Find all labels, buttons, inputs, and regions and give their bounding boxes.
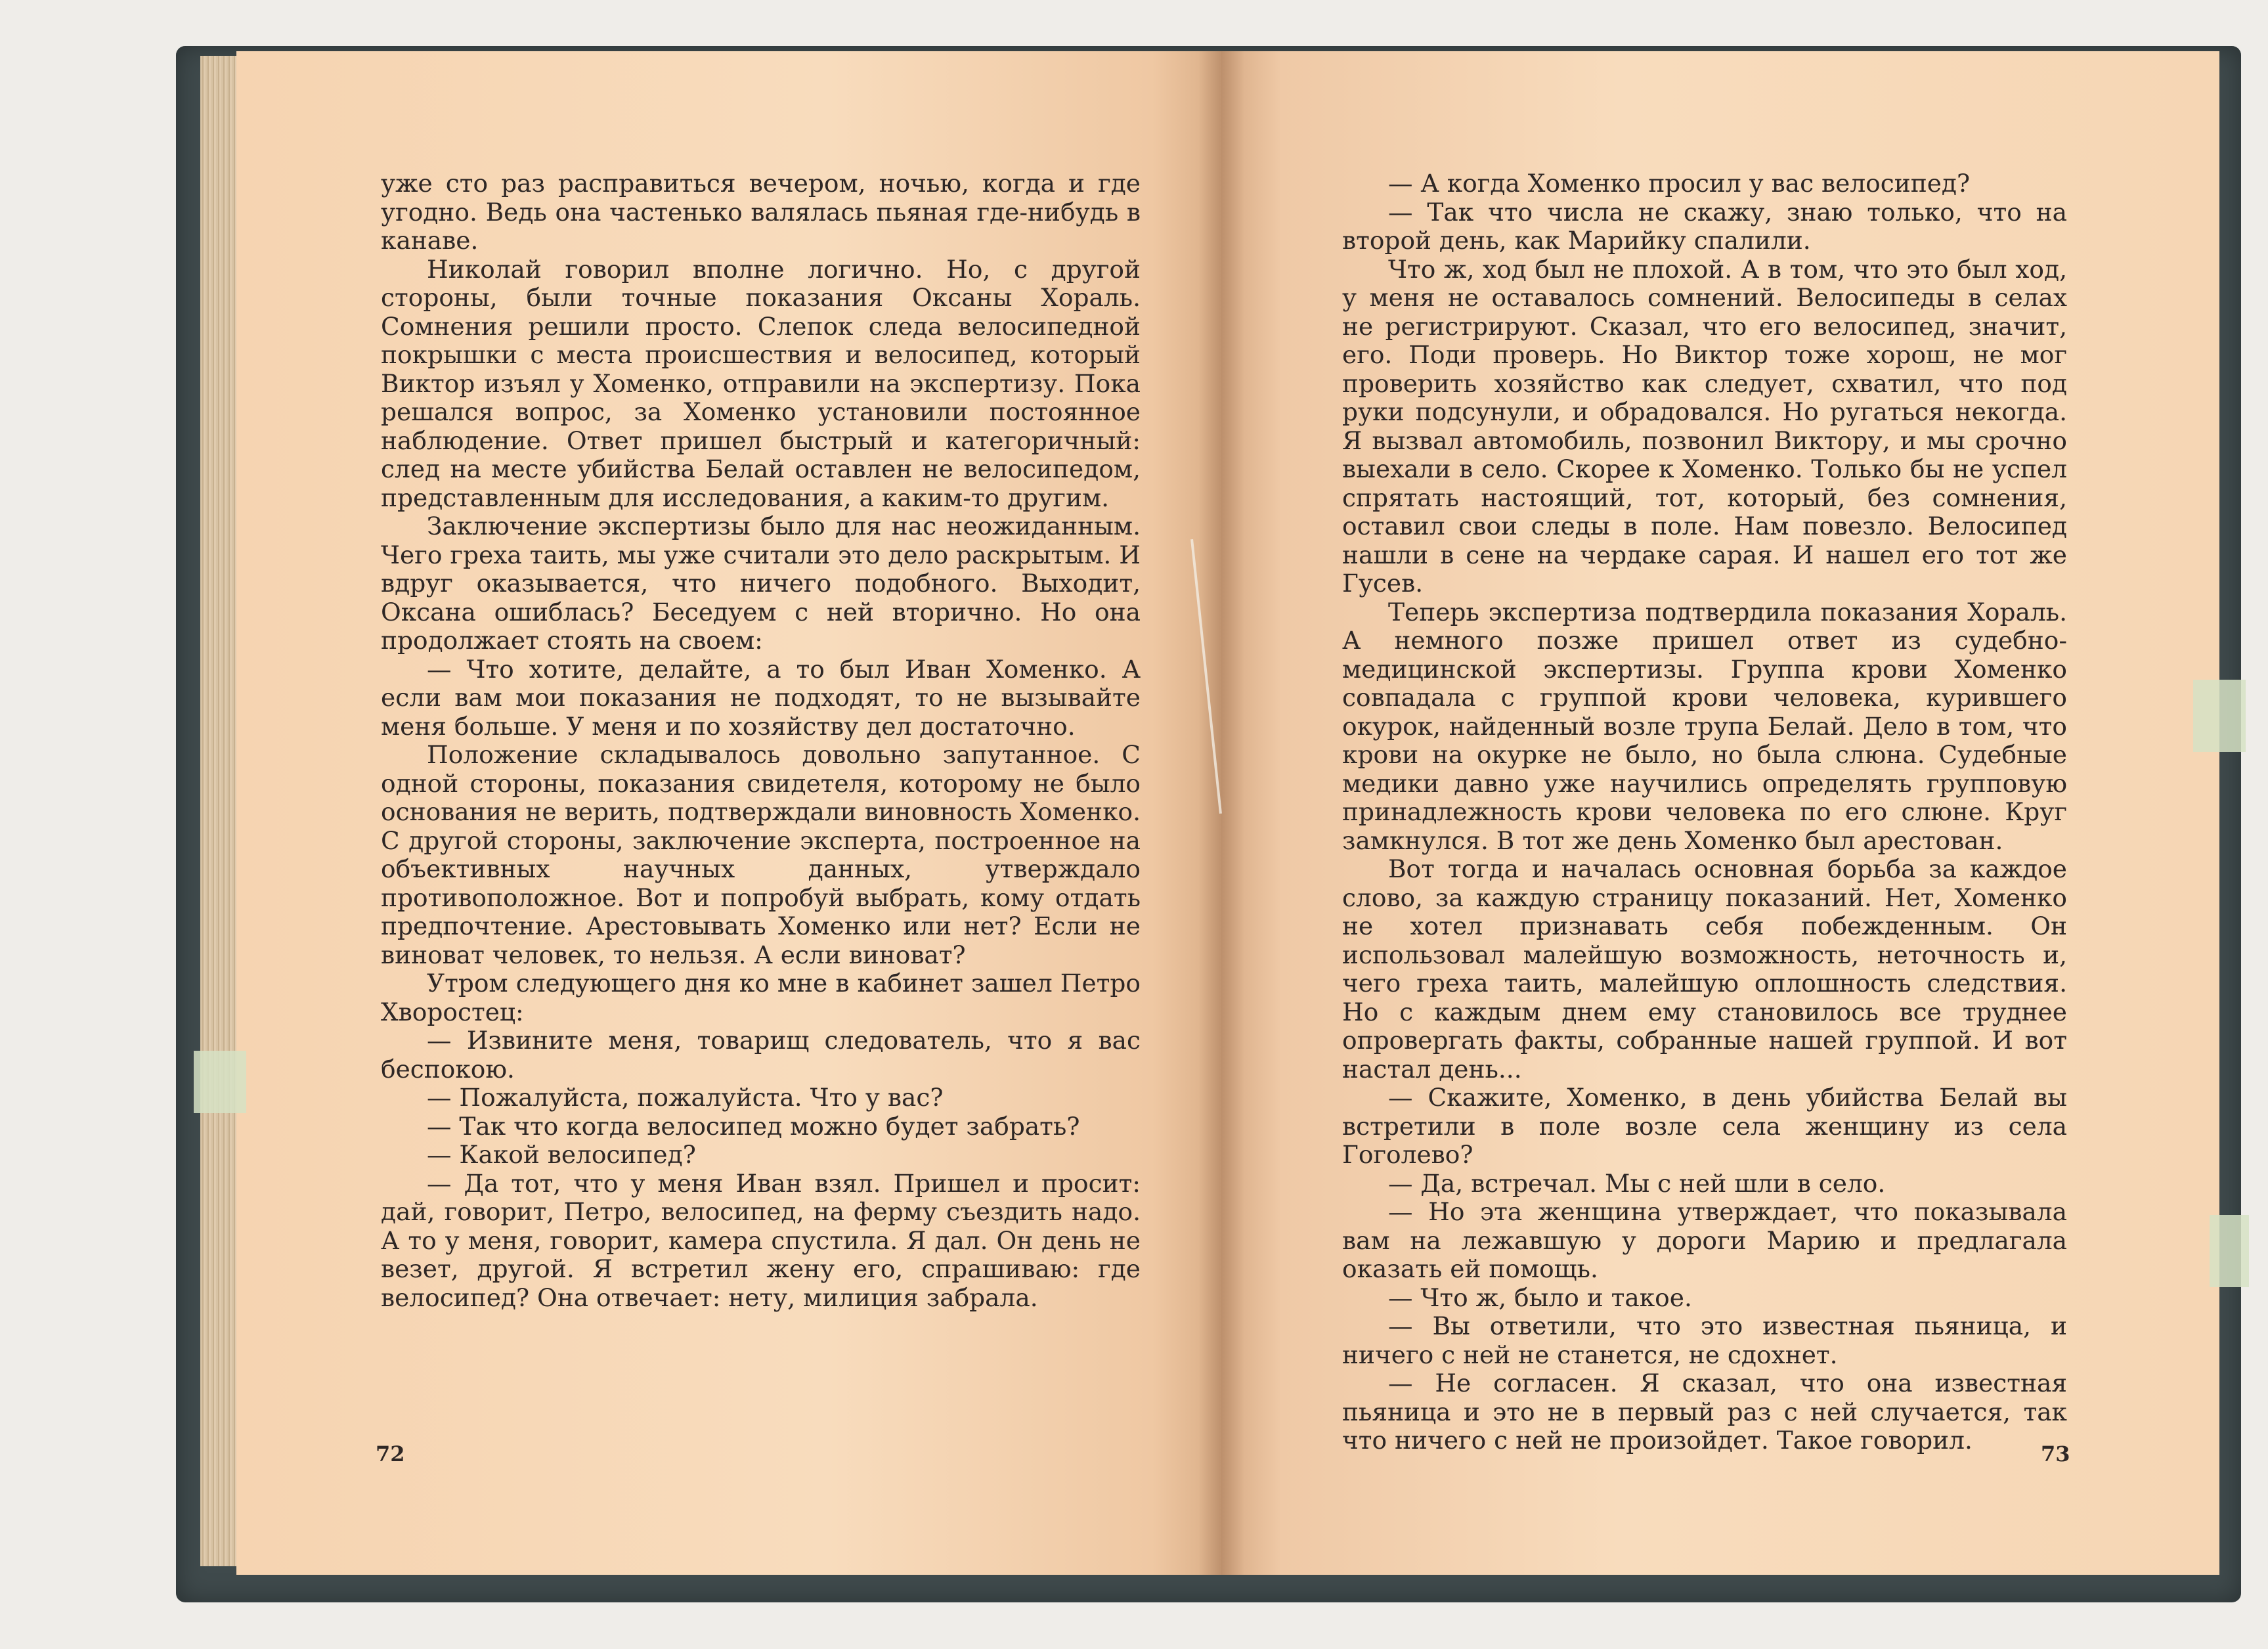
paragraph: — Так что числа не скажу, знаю только, что на второй день, как Марийку спалили. <box>1342 197 2067 255</box>
paragraph: — Вы ответили, что это известная пьяница, и ничего с ней не станется, не сдохнет. <box>1342 1311 2067 1369</box>
paragraph: уже сто раз расправиться вечером, ночью, когда и где угодно. Ведь она частенько валялась пьяная где-нибудь в канаве. <box>381 169 1141 255</box>
paragraph: — Скажите, Хоменко, в день убийства Белай вы встретили в поле возле села женщину из села Гоголево? <box>1342 1083 2067 1169</box>
paragraph: — Что хотите, делайте, а то был Иван Хоменко. А если вам мои показания не подходят, то не вызывайте меня больше. У меня и по хозяйству дел достаточно. <box>381 654 1141 741</box>
paragraph: — Пожалуйста, пожалуйста. Что у вас? <box>427 1083 944 1112</box>
right-page-text <box>1342 169 2067 1455</box>
paragraph: — Так что когда велосипед можно будет забрать? <box>427 1111 1080 1141</box>
paragraph: — Извините меня, товарищ следователь, что я вас беспокою. <box>381 1026 1141 1084</box>
paragraph: Что ж, ход был не плохой. А в том, что это был ход, у меня не оставалось сомнений. Велосипеды в селах не регистрируют. Сказал, что его велосипед, значит, его. Поди проверь. Но Виктор тоже хорош, не мог проверить хозяйство как следует, схватил, что под руки подсунули, и обрадовался. Но ругаться некогда. Я вызвал автомобиль, позвонил Виктору, и мы срочно выехали в село. Скорее к Хоменко. Только бы не успел спрятать настоящий, тот, который, без сомнения, оставил свои следы в поле. Нам повезло. Велосипед нашли в сене на чердаке сарая. И нашел его тот же Гусев. <box>1342 254 2067 598</box>
paragraph: — А когда Хоменко просил у вас велосипед? <box>1388 169 1971 198</box>
paragraph: Утром следующего дня ко мне в кабинет зашел Петро Хворостец: <box>381 969 1141 1026</box>
paragraph: — Да тот, что у меня Иван взял. Пришел и просит: дай, говорит, Петро, велосипед, на ферму съездить надо. А то у меня, говорит, камера спустила. Я дал. Он день не везет, другой. Я встретил жену его, спрашиваю: где велосипед? Она отвечает: нету, милиция забрала. <box>381 1168 1141 1312</box>
page-number-right: 73 <box>2041 1441 2070 1466</box>
paragraph: Николай говорил вполне логично. Но, с другой стороны, были точные показания Оксаны Хораль. Сомнения решили просто. Слепок следа велосипедной покрышки с места происшествия и велосипед, который Виктор изъял у Хоменко, отправили на экспертизу. Пока решался вопрос, за Хоменко установили постоянное наблюдение. Ответ пришел быстрый и категоричный: след на месте убийства Белай оставлен не велосипедом, представленным для исследования, а каким-то другим. <box>381 254 1141 512</box>
paragraph: — Не согласен. Я сказал, что она известная пьяница и это не в первый раз с ней случается, так что ничего с ней не произойдет. Такое говорил. <box>1342 1369 2067 1455</box>
page-tab-left <box>194 1051 246 1113</box>
paragraph: — Но эта женщина утверждает, что показывала вам на лежавшую у дороги Марию и предлагала оказать ей помощь. <box>1342 1197 2067 1283</box>
paragraph: — Какой велосипед? <box>427 1140 696 1169</box>
page-number-left: 72 <box>376 1441 405 1466</box>
paragraph: Положение складывалось довольно запутанное. С одной стороны, показания свидетеля, которому не было основания не верить, подтверждали виновность Хоменко. С другой стороны, заключение эксперта, построенное на объективных научных данных, утверждало противоположное. Вот и попробуй выбрать, кому отдать предпочтение. Арестовывать Хоменко или нет? Если не виноват человек, то нельзя. А если виноват? <box>381 740 1141 969</box>
paragraph: Вот тогда и началась основная борьба за каждое слово, за каждую страницу показаний. Нет, Хоменко не хотел признавать себя побежденным. Он использовал малейшую возможность, неточность и, чего греха таить, малейшую оплошность следствия. Но с каждым днем ему становилось все труднее опровергать факты, собранные нашей группой. И вот настал день... <box>1342 854 2067 1084</box>
page-tab-right-lower <box>2210 1215 2249 1287</box>
paragraph: — Да, встречал. Мы с ней шли в село. <box>1388 1168 1886 1198</box>
paragraph: Заключение экспертизы было для нас неожиданным. Чего греха таить, мы уже считали это дело раскрытым. И вдруг оказывается, что ничего подобного. Выходит, Оксана ошиблась? Беседуем с ней вторично. Но она продолжает стоять на своем: <box>381 512 1141 655</box>
paragraph: — Что ж, было и такое. <box>1388 1283 1692 1312</box>
left-page-text <box>381 169 1141 1312</box>
page-tab-right-upper <box>2193 680 2246 752</box>
paragraph: Теперь экспертиза подтвердила показания Хораль. А немного позже пришел ответ из судебно-медицинской экспертизы. Группа крови Хоменко совпадала с группой крови человека, курившего окурок, найденный возле трупа Белай. Дело в том, что крови на окурке не было, но была слюна. Судебные медики давно уже научились определять групповую принадлежность крови человека по его слюне. Круг замкнулся. В тот же день Хоменко был арестован. <box>1342 597 2067 855</box>
